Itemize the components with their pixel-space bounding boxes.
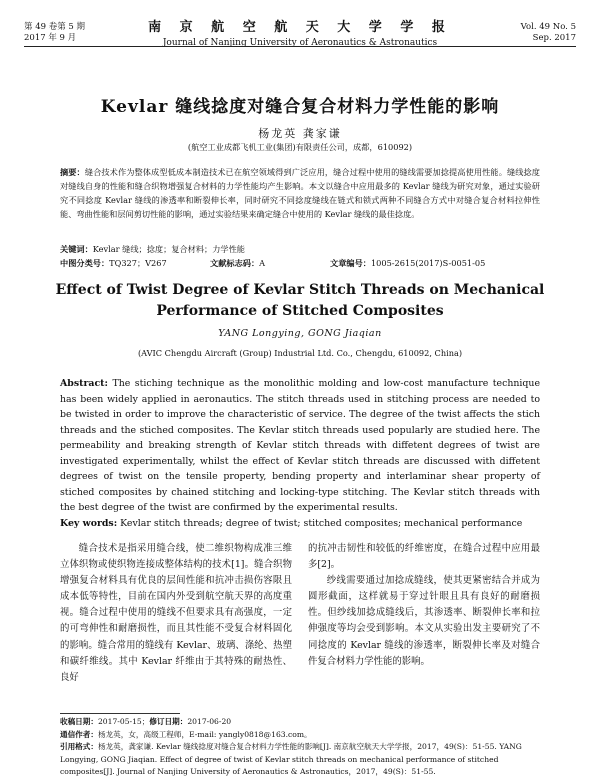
- body-paragraph: 纱线需要通过加捻成缝线，使其更紧密结合并成为圆形截面，这样就易于穿过针眼且具有良好的耐磨损性。但纱线加捻成缝线后，其渗透率、断裂伸长率和拉伸强度等均会受到影响。本文从实验出发主要研究了不同捻度的 Kevlar 缝线的渗透率，断裂伸长率及对缝合件复合材料力学性能的影响。: [308, 575, 540, 667]
- affiliation-cn: (航空工业成都飞机工业(集团)有限责任公司，成都，610092): [187, 142, 413, 152]
- footnote-dates: [60, 716, 540, 729]
- keywords-cn-label: 关键词：: [60, 244, 93, 254]
- affiliation-en: (AVIC Chengdu Aircraft (Group) Industrial Ltd. Co., Chengdu, 610092, China): [137, 348, 463, 358]
- article-no-value: 1005-2615(2017)S-0051-05: [370, 258, 486, 268]
- citation-cn: 杨龙英，龚家谦. Kevlar 缝线捻度对缝合复合材料力学性能的影响[J]. 南京航空航天大学学报，2017，49(S)：51-55.: [97, 742, 497, 751]
- abstract-cn-text: 缝合技术作为整体成型低成本制造技术已在航空领域得到广泛应用，缝合过程中使用的缝线需要加捻提高使用性能。缝线捻度对缝线自身的性能和缝合织物增强复合材料的力学性能均产生影响。本文以缝合中应用最多的 Kevlar 缝线为研究对象，通过实验研究不同捻度 Kevlar 缝线的渗透率和断裂伸长率，同时研究不同捻度缝线在链式和锁式两种不同缝合方式中对缝合复合材料拉伸性能、弯曲性能和层间剪切性能的影响，通过实验结果来确定缝合中使用的 Kevlar 缝线的最佳捻度。: [60, 167, 540, 219]
- corresponding-author-label: 通信作者：: [60, 729, 98, 739]
- header-date-cn: 2017 年 9 月: [24, 33, 77, 43]
- keywords-en-label: Key words:: [60, 518, 118, 529]
- classification-line: [60, 257, 540, 270]
- footnote-citation: [60, 741, 540, 779]
- footnote: [60, 716, 540, 779]
- clc-value: TQ327；V267: [109, 258, 167, 268]
- received-date: 2017-05-15；: [97, 717, 150, 726]
- title-en-line2: Performance of Stitched Composites: [156, 303, 444, 319]
- header-volume-en-block: [521, 22, 576, 44]
- body-paragraph-continued: 的抗冲击韧性和较低的纤维密度，在缝合过程中应用最多[2]。: [308, 543, 540, 571]
- abstract-en-text: The stiching technique as the monolithic molding and low-cost manufacture technique has been widely applied in aeronautics. The stitch threads used in stitching process are needed to be twisted in order to improve the characteristic of service. The degree of the twist affects the stich threads and the stiched composites. The Kevlar stitch threads used popularly are studied here. The permeability and breaking strength of Kevlar stitch threads with diffetent degrees of twist are investigated experimentally, whilst the effect of Kevlar stitch threads are discussed with diffetent degrees of twist on the tensile property, bending property and interlaminar shear property of stiched composites by chained stitching and locking-type stitching. The Kevlar stitch threads with the best degree of the twist are confirmed by the experimental results.: [60, 378, 540, 513]
- doc-code-value: A: [259, 258, 266, 268]
- footnote-divider: [60, 713, 180, 714]
- header-journal: [0, 16, 600, 48]
- revised-date: 2017-06-20: [187, 717, 232, 726]
- abstract-cn-label: 摘要：: [60, 167, 85, 177]
- keywords-cn: [60, 243, 540, 256]
- body-paragraph: 缝合技术是指采用缝合线，使二维织物构成准三维立体织物或使织物连接成整体结构的技术[1]。缝合织物增强复合材料具有优良的层间性能和抗冲击损伤容限且成本低等特性，目前在国内外受到航空航天界的高度重视。缝合过程中使用的缝线不但要求具有高强度，一定的可弯伸性和耐磨损性，而且其性能不受复合材料固化的影响。缝合常用的缝线有 Kevlar、玻璃、涤纶、热塑和碳纤维线。其中 Kevlar 纤维由于其特殊的耐热性、良好: [60, 543, 292, 683]
- title-en: [0, 280, 600, 322]
- authors-cn: 杨龙英 龚家谦: [258, 127, 342, 140]
- footnote-author: [60, 729, 540, 742]
- body-column-right: [308, 541, 540, 670]
- abstract-en: [60, 376, 540, 516]
- citation-label: 引用格式：: [60, 742, 98, 751]
- body-column-left: [60, 541, 292, 686]
- title-cn: Kevlar 缝线捻度对缝合复合材料力学性能的影响: [100, 97, 500, 117]
- header-divider: [24, 46, 576, 47]
- keywords-en-text: Kevlar stitch threads; degree of twist; stitched composites; mechanical performance: [117, 518, 523, 529]
- citation-en: YANG Longying, GONG Jiaqian. Effect of degree of twist of Kevlar stitch threads on mechanical performance of stitched composites[J]. Journal of Nanjing University of Aeronautics & Astronautics，2017，49(S)：51-55.: [60, 742, 522, 776]
- corresponding-author: 杨龙英，女，高级工程师，E-mail: yangly0818@163.com。: [97, 729, 312, 739]
- header-volume-en: Vol. 49 No. 5: [520, 22, 576, 32]
- header-date-en: Sep. 2017: [532, 33, 576, 43]
- abstract-cn: [60, 165, 540, 221]
- clc-label: 中图分类号：: [60, 258, 110, 268]
- journal-name-en: Journal of Nanjing University of Aeronautics & Astronautics: [162, 38, 438, 48]
- journal-name-cn: 南 京 航 空 航 天 大 学 学 报: [148, 20, 452, 35]
- doc-code-label: 文献标志码：: [210, 258, 260, 268]
- revised-label: 修订日期：: [149, 717, 188, 726]
- received-label: 收稿日期：: [60, 717, 98, 726]
- authors-en: YANG Longying, GONG Jiaqian: [218, 328, 382, 339]
- article-no-label: 文章编号：: [330, 258, 371, 268]
- header-volume-cn: 第 49 卷第 5 期: [24, 22, 86, 32]
- abstract-en-label: Abstract:: [60, 378, 108, 389]
- keywords-cn-text: Kevlar 缝线；捻度；复合材料；力学性能: [92, 244, 245, 254]
- keywords-en: [60, 517, 540, 531]
- title-en-line1: Effect of Twist Degree of Kevlar Stitch Threads on Mechanical: [55, 282, 545, 298]
